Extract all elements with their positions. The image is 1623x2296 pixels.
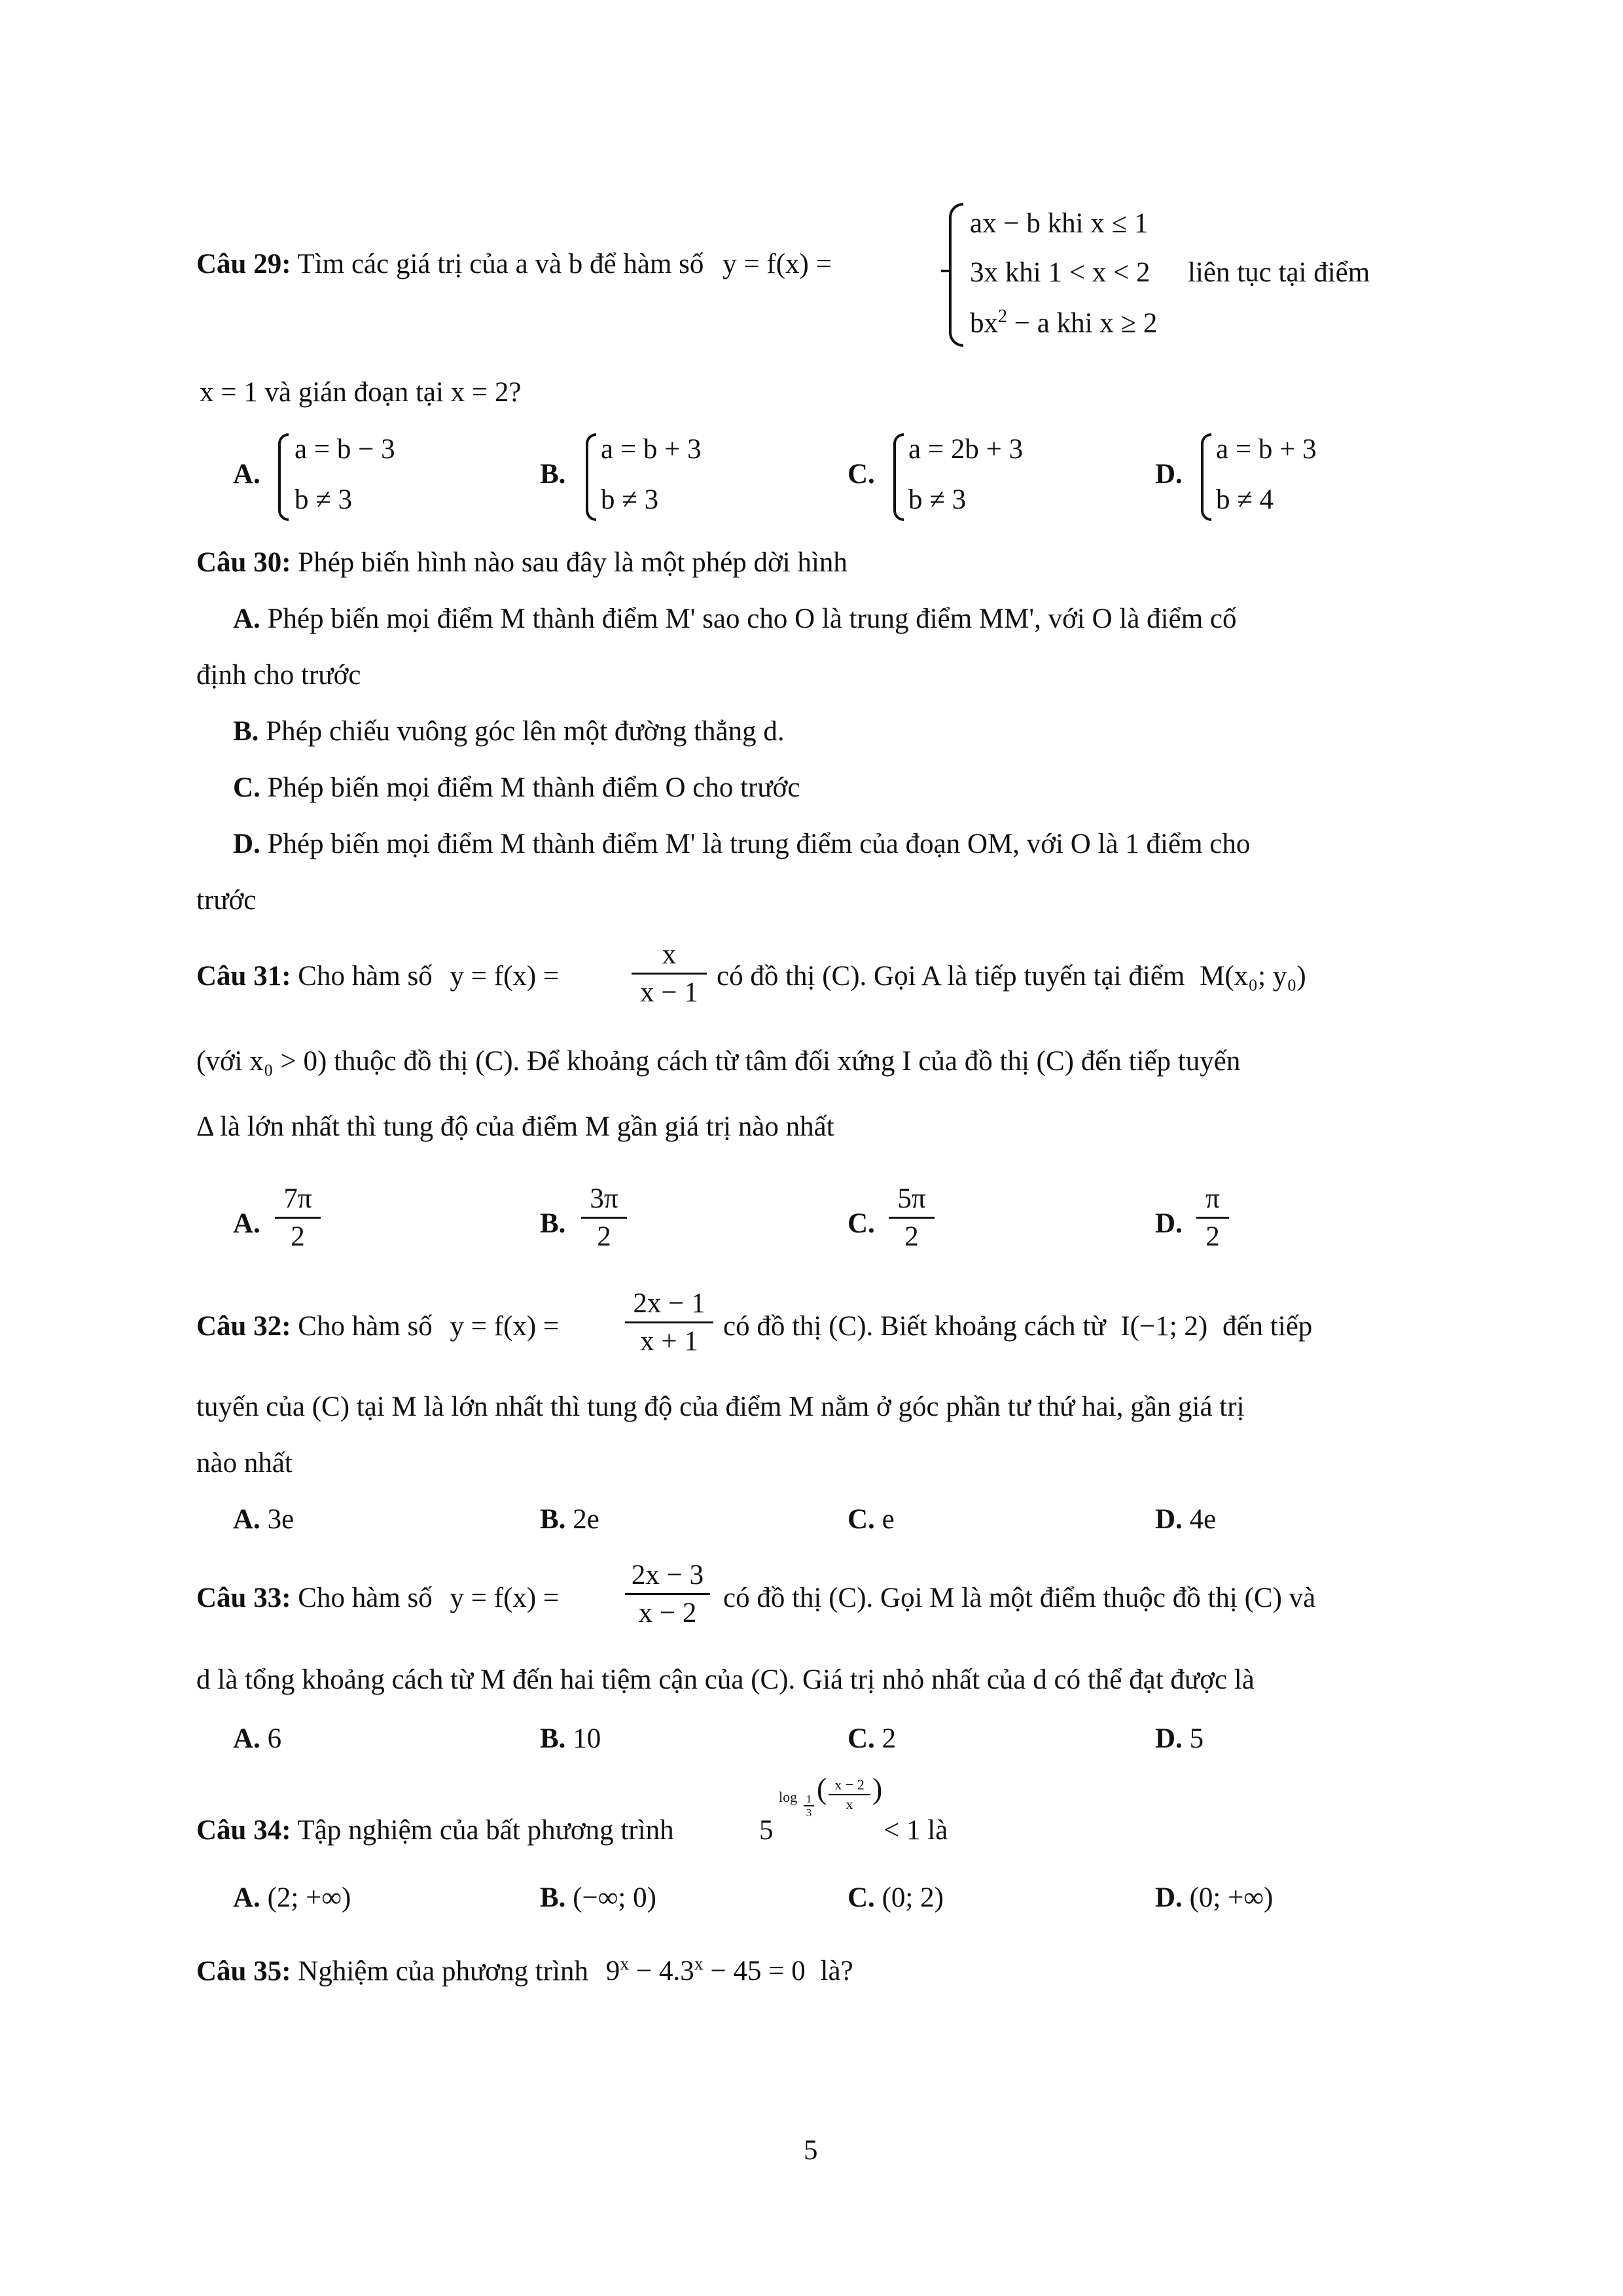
q34-exp-fraction: x − 2 x bbox=[829, 1778, 870, 1812]
q29-case-3: $bx^2 - a$ khi x ≥ 2 bbox=[970, 306, 1158, 339]
q31-option-d-label: D. bbox=[1155, 1208, 1183, 1239]
q34-option-c: C. (0; 2) bbox=[847, 1882, 944, 1913]
q29-brace bbox=[949, 203, 963, 347]
page-number: 5 bbox=[804, 2135, 818, 2166]
q29-option-a-label: A. bbox=[233, 459, 260, 490]
q30-label: Câu 30: bbox=[196, 547, 291, 578]
q33-option-d: D. 5 bbox=[1155, 1723, 1204, 1754]
q29-option-a-top: a = b − 3 bbox=[294, 434, 395, 465]
q31-option-d: π 2 bbox=[1196, 1185, 1229, 1251]
q32-numerator: 2x − 1 bbox=[633, 1288, 705, 1319]
q34-stem-start: Câu 34: Tập nghiệm của bất phương trình bbox=[196, 1815, 674, 1846]
q29-option-a-brace bbox=[278, 433, 289, 521]
q31-option-c-label: C. bbox=[847, 1208, 875, 1239]
q29-option-b-bottom: b ≠ 3 bbox=[601, 484, 659, 515]
q29-option-c-bottom: b ≠ 3 bbox=[908, 484, 967, 515]
q35-equation: $9^x - 4.3^x - 45 = 0$ bbox=[605, 1954, 806, 1987]
q29-option-d-brace bbox=[1201, 433, 1211, 521]
q29-option-c-label: C. bbox=[847, 459, 875, 490]
q29-case-2: 3x khi 1 < x < 2 bbox=[970, 257, 1150, 288]
q35-stem: Câu 35: Nghiệm của phương trình $9^x - 4.3^x - 45 = 0$ là? bbox=[196, 1954, 853, 1987]
q31-option-a: 7π 2 bbox=[275, 1185, 321, 1251]
q33-line-2: d là tổng khoảng cách từ M đến hai tiệm cận của (C). Giá trị nhỏ nhất của d có thể đạt được là bbox=[196, 1664, 1255, 1695]
q31-stem-end: có đồ thị (C). Gọi A là tiếp tuyến tại điểm M(x₀; y₀) bbox=[717, 961, 1306, 992]
q34-exponent-log: log bbox=[779, 1789, 798, 1805]
q29-option-b-label: B. bbox=[540, 459, 566, 490]
q32-line-2: tuyến của (C) tại M là lớn nhất thì tung độ của điểm M nằm ở góc phần tư thứ hai, gần giá trị bbox=[196, 1391, 1245, 1422]
q33-fraction bbox=[625, 1561, 710, 1627]
q29-label: Câu 29: bbox=[196, 249, 291, 279]
q32-fraction bbox=[625, 1289, 713, 1355]
q33-numerator: 2x − 3 bbox=[631, 1560, 704, 1590]
q30-option-a-line-2: định cho trước bbox=[196, 660, 361, 691]
q30-option-c: C. Phép biến mọi điểm M thành điểm O cho trước bbox=[233, 772, 800, 803]
q29-stem bbox=[196, 250, 832, 278]
q29-case-1: ax − b khi x ≤ 1 bbox=[970, 208, 1149, 239]
q29-option-b-top: a = b + 3 bbox=[601, 434, 702, 465]
q30-option-d-line-2: trước bbox=[196, 885, 257, 916]
q32-denominator: x + 1 bbox=[640, 1326, 698, 1357]
q33-stem-end: có đồ thị (C). Gọi M là một điểm thuộc đồ thị (C) và bbox=[723, 1583, 1316, 1613]
q33-option-a: A. 6 bbox=[233, 1723, 282, 1754]
q29-option-a-bottom: b ≠ 3 bbox=[294, 484, 353, 515]
q32-stem-end: có đồ thị (C). Biết khoảng cách từ I(−1; 2) đến tiếp bbox=[723, 1311, 1313, 1342]
q30-option-a-line-1: A. Phép biến mọi điểm M thành điểm M' sao cho O là trung điểm MM', với O là điểm cố bbox=[233, 603, 1237, 634]
q30-stem bbox=[196, 548, 847, 577]
q29-option-d-bottom: b ≠ 4 bbox=[1216, 484, 1274, 515]
q32-option-d: D. 4e bbox=[1155, 1504, 1217, 1535]
q31-fraction bbox=[632, 941, 707, 1007]
q29-func: y = f(x) = bbox=[722, 249, 832, 279]
q32-option-c: C. e bbox=[847, 1504, 895, 1535]
q31-option-b-label: B. bbox=[540, 1208, 566, 1239]
q33-option-c: C. 2 bbox=[847, 1723, 897, 1754]
q31-stem-start: Câu 31: Cho hàm số y = f(x) = bbox=[196, 961, 560, 992]
q31-denominator: x − 1 bbox=[640, 977, 698, 1008]
q34-exp-paren-right: ) bbox=[872, 1772, 883, 1805]
q34-stem-end: < 1 là bbox=[883, 1815, 948, 1846]
q34-option-b: B. (−∞; 0) bbox=[540, 1882, 656, 1913]
q29-option-c-brace bbox=[893, 433, 904, 521]
q29-option-d-top: a = b + 3 bbox=[1216, 434, 1317, 465]
q32-option-b: B. 2e bbox=[540, 1504, 599, 1535]
q31-option-a-label: A. bbox=[233, 1208, 260, 1239]
q31-numerator: x bbox=[662, 939, 677, 970]
q31-option-b: 3π 2 bbox=[581, 1185, 627, 1251]
q31-line-3: Δ là lớn nhất thì tung độ của điểm M gần giá trị nào nhất bbox=[196, 1111, 834, 1142]
q29-option-d-label: D. bbox=[1155, 459, 1183, 490]
q32-stem-start: Câu 32: Cho hàm số y = f(x) = bbox=[196, 1311, 560, 1342]
q34-exp-paren-left: ( bbox=[817, 1772, 827, 1805]
q29-brace-tip bbox=[941, 270, 950, 272]
q34-base: 5 bbox=[759, 1815, 774, 1846]
q32-line-3: nào nhất bbox=[196, 1448, 293, 1479]
q30-option-b: B. Phép chiếu vuông góc lên một đường thẳng d. bbox=[233, 716, 785, 747]
q33-stem-start: Câu 33: Cho hàm số y = f(x) = bbox=[196, 1583, 560, 1613]
q30-text: Phép biến hình nào sau đây là một phép dời hình bbox=[298, 547, 847, 578]
q29-option-c-top: a = 2b + 3 bbox=[908, 434, 1024, 465]
q32-option-a: A. 3e bbox=[233, 1504, 294, 1535]
q33-option-b: B. 10 bbox=[540, 1723, 601, 1754]
q29-option-b-brace bbox=[586, 433, 596, 521]
q31-option-c: 5π 2 bbox=[889, 1185, 935, 1251]
q29-text: Tìm các giá trị của a và b để hàm số bbox=[297, 249, 704, 279]
q30-option-d-line-1: D. Phép biến mọi điểm M thành điểm M' là trung điểm của đoạn OM, với O là 1 điểm cho bbox=[233, 829, 1251, 859]
q31-line-2: (với x₀ > 0) thuộc đồ thị (C). Để khoảng cách từ tâm đối xứng I của đồ thị (C) đến tiếp tuyến bbox=[196, 1046, 1241, 1077]
q34-option-d: D. (0; +∞) bbox=[1155, 1882, 1274, 1913]
q33-denominator: x − 2 bbox=[638, 1598, 697, 1628]
q29-line-2: x = 1 và gián đoạn tại x = 2? bbox=[200, 377, 522, 408]
q29-text-after: liên tục tại điểm bbox=[1188, 257, 1370, 288]
q34-option-a: A. (2; +∞) bbox=[233, 1882, 351, 1913]
q34-log-base: 1 3 bbox=[804, 1793, 814, 1818]
